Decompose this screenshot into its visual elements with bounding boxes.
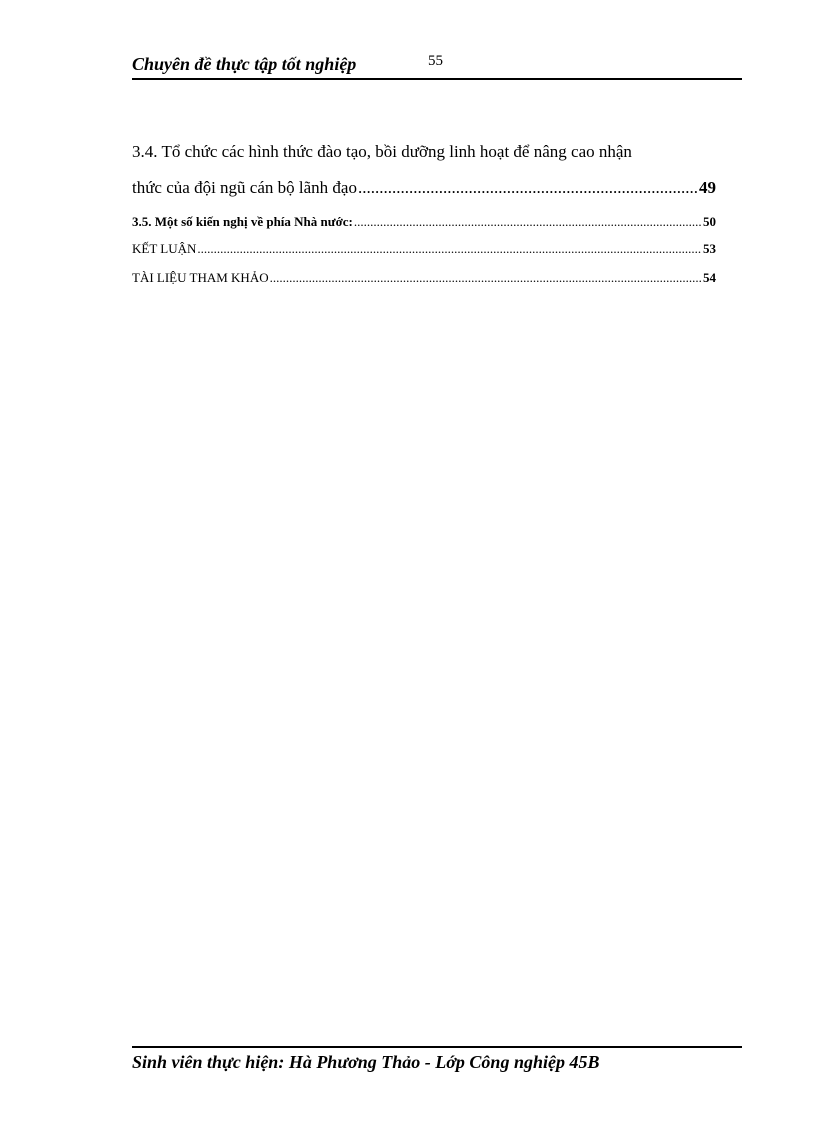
toc-page-number: 53 [703,241,716,256]
dot-leader [270,270,702,286]
toc-entry-label: TÀI LIỆU THAM KHẢO [132,270,269,285]
footer-text: Sinh viên thực hiện: Hà Phương Thảo - Lớp Công nghiệp 45B [132,1052,600,1072]
toc-entry-label: thức của đội ngũ cán bộ lãnh đạo [132,178,357,197]
toc-entry-3-4-line-2[interactable] [132,178,716,198]
toc-entry-label: KẾT LUẬN [132,241,197,256]
toc-entry-label: 3.5. Một số kiến nghị về phía Nhà nước: [132,214,353,229]
toc-entry-label: 3.4. Tổ chức các hình thức đào tạo, bồi dưỡng linh hoạt để nâng cao nhận [132,142,632,161]
toc-entry-ket-luan[interactable] [132,241,716,257]
toc-page-number: 54 [703,270,716,285]
header-title: Chuyên đề thực tập tốt nghiệp [132,54,357,74]
toc-entry-tai-lieu-tham-khao[interactable] [132,270,716,286]
dot-leader [354,214,702,230]
page-footer [132,1046,742,1072]
dot-leader [197,241,702,257]
toc-page-number: 50 [703,214,716,229]
dot-leader [358,178,698,198]
toc-entry-3-5[interactable] [132,214,716,230]
toc-entry-3-4-line-1[interactable] [132,142,716,162]
page-header [132,50,742,80]
header-page-number: 55 [428,53,443,69]
toc-page-number: 49 [699,178,716,197]
